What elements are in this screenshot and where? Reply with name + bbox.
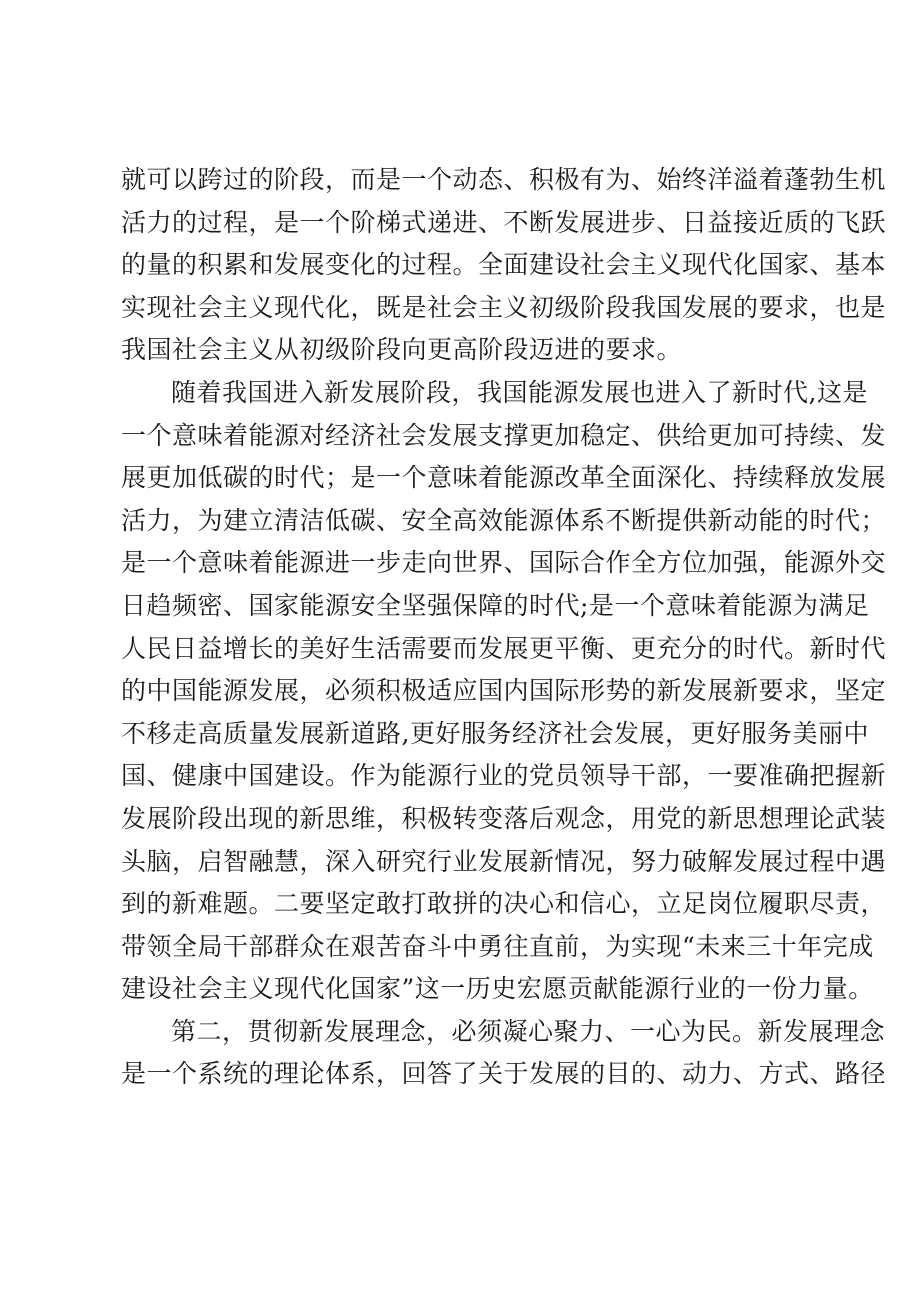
text-line: 随着我国进入新发展阶段，我国能源发展也进入了新时代,这是 [171, 377, 868, 407]
text-line: 展更加低碳的时代；是一个意味着能源改革全面深化、持续释放发展 [121, 463, 887, 493]
text-line: 就可以跨过的阶段，而是一个动态、积极有为、始终洋溢着蓬勃生机 [121, 165, 887, 194]
paragraph-1 [121, 159, 887, 372]
text-line: 我国社会主义从初级阶段向更高阶段迈进的要求。 [121, 335, 683, 365]
text-line: 实现社会主义现代化，既是社会主义初级阶段我国发展的要求，也是 [121, 292, 887, 322]
text-line: 第二，贯彻新发展理念，必须凝心聚力、一心为民。新发展理念 [171, 1016, 886, 1046]
text-line: 发展阶段出现的新思维，积极转变落后观念，用党的新思想理论武装 [121, 803, 887, 833]
text-line: 日趋频密、国家能源安全坚强保障的时代;是一个意味着能源为满足 [121, 590, 870, 620]
text-line: 活力，为建立清洁低碳、安全高效能源体系不断提供新动能的时代； [121, 505, 887, 535]
text-line: 不移走高质量发展新道路,更好服务经济社会发展，更好服务美丽中 [121, 718, 869, 748]
text-line: 的中国能源发展，必须积极适应国内国际形势的新发展新要求，坚定 [121, 676, 887, 706]
text-line: 的量的积累和发展变化的过程。全面建设社会主义现代化国家、基本 [121, 250, 887, 280]
body-text [121, 159, 887, 1096]
text-line: 是一个意味着能源进一步走向世界、国际合作全方位加强，能源外交 [121, 548, 887, 578]
paragraph-2 [121, 372, 887, 1011]
paragraph-3 [121, 1011, 887, 1096]
text-line: 是一个系统的理论体系，回答了关于发展的目的、动力、方式、路径 [121, 1059, 887, 1089]
text-line: 带领全局干部群众在艰苦奋斗中勇往直前，为实现“未来三十年完成 [121, 931, 874, 961]
text-line: 一个意味着能源对经济社会发展支撑更加稳定、供给更加可持续、发 [121, 420, 887, 450]
text-line: 头脑，启智融慧，深入研究行业发展新情况，努力破解发展过程中遇 [121, 846, 887, 876]
text-line: 人民日益增长的美好生活需要而发展更平衡、更充分的时代。新时代 [121, 633, 887, 663]
text-line: 活力的过程，是一个阶梯式递进、不断发展进步、日益接近质的飞跃 [121, 207, 887, 237]
text-line: 到的新难题。二要坚定敢打敢拼的决心和信心，立足岗位履职尽责， [121, 889, 887, 919]
text-line: 国、健康中国建设。作为能源行业的党员领导干部，一要准确把握新 [121, 761, 887, 791]
text-line: 建设社会主义现代化国家”这一历史宏愿贡献能源行业的一份力量。 [121, 974, 874, 1004]
